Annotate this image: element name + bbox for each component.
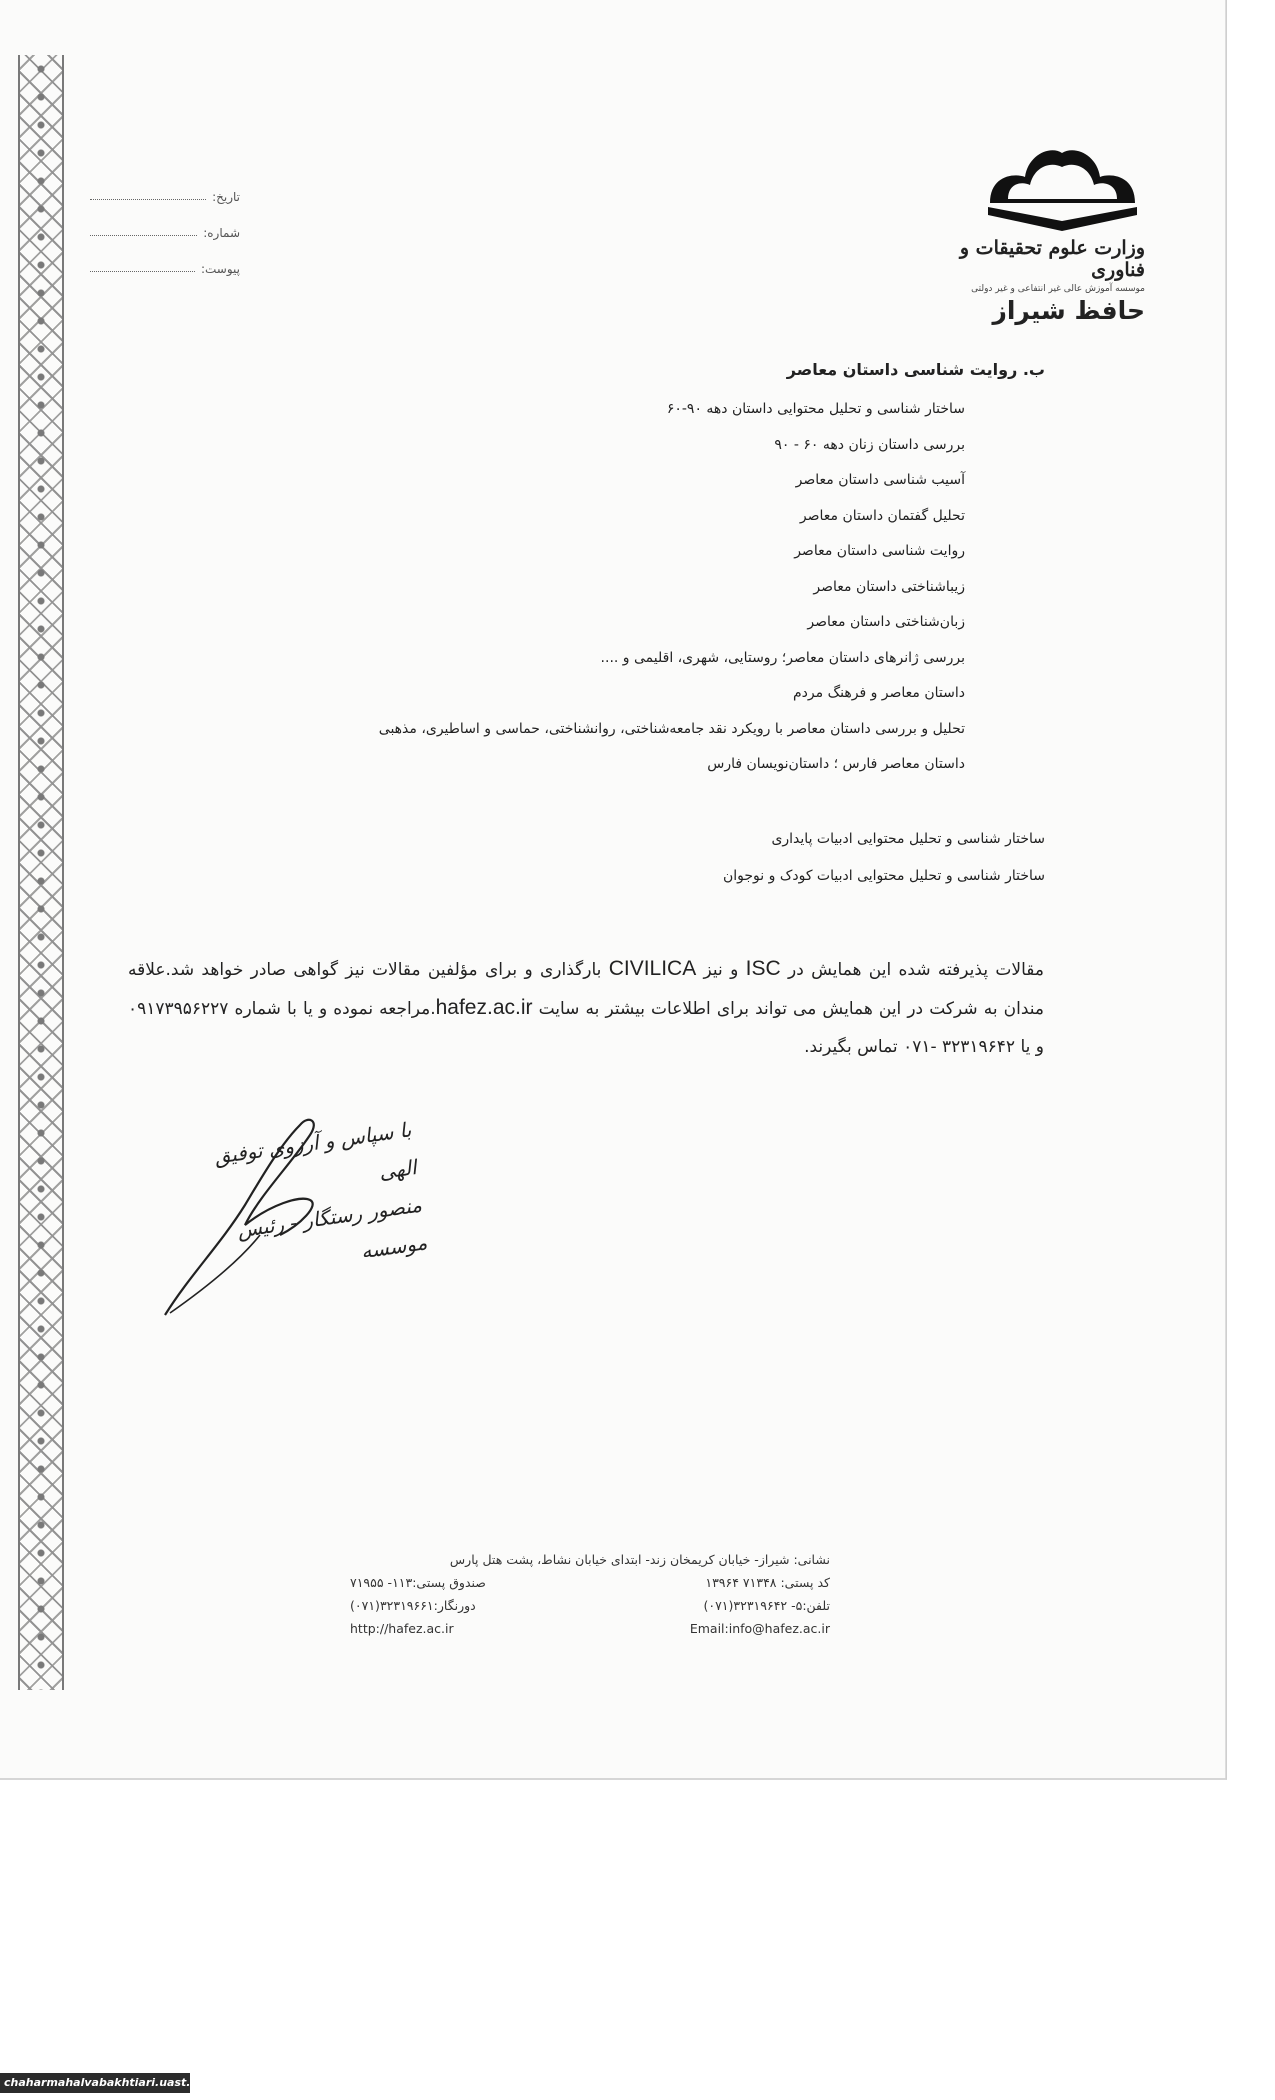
paragraph-text: مقالات پذیرفته شده این همایش در [780,960,1044,980]
paragraph-text: .مراجعه نموده و یا با شماره ۰۹۱۷۳۹۵۶۲۲۷ و یا ۳۲۳۱۹۶۴۲ -۰۷۱ تماس بگیرند. [128,999,1044,1057]
website-link[interactable]: hafez.ac.ir [435,996,533,1019]
topic-item: ساختار شناسی و تحلیل محتوایی ادبیات کودک و نوجوان [722,867,1045,884]
topic-item: بررسی ژانرهای داستان معاصر؛ روستایی، شهری، اقلیمی و .... [600,649,965,666]
institute-type: موسسه آموزش عالی غیر انتفاعی و غیر دولتی [971,284,1145,294]
letter-footer [350,1548,830,1640]
reference-fields [90,168,240,276]
address-text: نشانی: شیراز- خیابان کریمخان زند- ابتدای خیابان نشاط، پشت هتل پارس [449,1552,830,1567]
date-field [90,168,240,204]
attachment-field [90,240,240,276]
footer-address [350,1548,830,1571]
attachment-label: پیوست: [200,262,240,276]
topic-item: روایت شناسی داستان معاصر [794,543,965,559]
dome-emblem-icon [980,135,1145,235]
number-field [90,204,240,240]
paragraph-text: بارگذاری و برای مؤلفین مقالات نیز گواهی صادر خواهد شد.علاقه مندان به شرکت در این همایش می تواند برای اطلاعات بیشتر به سایت [128,960,1044,1019]
topic-item: زیباشناختی داستان معاصر [813,578,965,595]
postal-code: کد پستی: ۷۱۳۴۸ ۱۳۹۶۴ [705,1575,830,1590]
po-box: صندوق پستی:۱۱۳- ۷۱۹۵۵ [350,1575,486,1590]
signature-text [190,1110,429,1291]
topic-item: داستان معاصر فارس ؛ داستان‌نویسان فارس [707,756,965,772]
institute-name: حافظ شیراز [992,296,1145,325]
footer-web-row [350,1617,830,1640]
fax-number: دورنگار:۳۲۳۱۹۶۶۱(۰۷۱) [350,1598,476,1613]
topic-item: تحلیل گفتمان داستان معاصر [799,507,965,524]
institute-logo [955,135,1145,325]
phone-number: تلفن:۵- ۳۲۳۱۹۶۴۲(۰۷۱) [703,1598,830,1613]
civilica-label: CIVILICA [608,957,697,980]
topic-item: تحلیل و بررسی داستان معاصر با رویکرد نقد جامعه‌شناختی، روانشناختی، حماسی و اساطیری، مذهبی [378,720,965,737]
source-watermark: chaharmahalvabakhtiari.uast.ac.ir [0,2073,190,2093]
ministry-name: وزارت علوم تحقیقات و فناوری [959,237,1145,281]
footer-phone-row [350,1594,830,1617]
date-label: تاریخ: [212,190,240,204]
topic-item: بررسی داستان زنان دهه ۶۰ - ۹۰ [774,436,965,453]
topic-item: داستان معاصر و فرهنگ مردم [793,685,965,701]
email-link[interactable]: Email:info@hafez.ac.ir [689,1621,830,1636]
topic-item: زبان‌شناختی داستان معاصر [807,614,965,630]
closing-line: با سپاس و آرزوی توفیق الهی [212,1117,418,1184]
topic-item: آسیب شناسی داستان معاصر [795,472,965,488]
web-link[interactable]: http://hafez.ac.ir [350,1621,454,1636]
number-label: شماره: [203,226,240,240]
isc-label: ISC [745,957,781,980]
signer-line: منصور رستگار - رئیس موسسه [235,1192,429,1264]
section-heading: ب. روایت شناسی داستان معاصر [786,360,1045,379]
decorative-border [18,55,64,1690]
signature-block [150,1085,430,1325]
paragraph-text: و نیز [696,960,746,980]
letter-body [120,348,1045,895]
footer-postal-row [350,1571,830,1594]
announcement-paragraph [128,950,1044,1066]
topic-item: ساختار شناسی و تحلیل محتوایی داستان دهه ۹۰-۶۰ [666,401,965,417]
topic-item: ساختار شناسی و تحلیل محتوایی ادبیات پایداری [771,830,1045,847]
